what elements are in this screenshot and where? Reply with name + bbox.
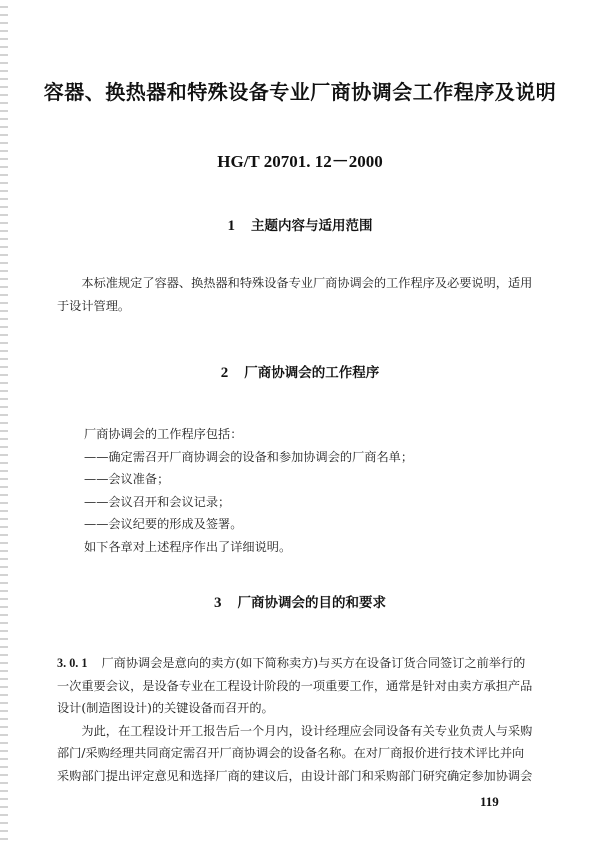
section-number: 2 <box>220 365 229 381</box>
scan-edge-artifact <box>0 0 8 843</box>
text-line: 于设计管理。 <box>57 298 131 313</box>
section-number: 3 <box>214 595 222 611</box>
section-1-paragraph <box>57 272 573 317</box>
section-title: 主题内容与适用范围 <box>251 218 373 234</box>
section-title: 厂商协调会的目的和要求 <box>237 595 386 611</box>
text-line: 部门/采购经理共同商定需召开厂商协调会的设备名称。在对厂商报价进行技术评比并向 <box>57 746 525 760</box>
section-number: 1 <box>227 218 235 234</box>
list-closing: 如下各章对上述程序作出了详细说明。 <box>84 539 292 554</box>
clause-number: 3. 0. 1 <box>57 656 88 670</box>
text-line: 一次重要会议，是设备专业在工程设计阶段的一项重要工作，通常是针对由卖方承担产品 <box>57 678 533 693</box>
section-2-body <box>57 423 573 558</box>
text-line: 为此，在工程设计开工报告后一个月内，设计经理应会同设备有关专业负责人与采购 <box>81 723 533 738</box>
text-line <box>57 652 573 675</box>
clause-text: 厂商协调会是意向的卖方(如下简称卖方)与买方在设备订货合同签订之前举行的 <box>101 656 526 670</box>
list-item: ——会议纪要的形成及签署。 <box>84 517 243 531</box>
document-title: 容器、换热器和特殊设备专业厂商协调会工作程序及说明 <box>43 80 557 104</box>
text-line: 设计(制造图设计)的关键设备而召开的。 <box>57 701 274 715</box>
section-3-heading <box>0 591 600 612</box>
list-item: ——会议召开和会议记录； <box>84 494 231 509</box>
text-line: 本标准规定了容器、换热器和特殊设备专业厂商协调会的工作程序及必要说明，适用 <box>81 276 533 290</box>
page-number: 119 <box>480 794 499 809</box>
section-1-heading <box>0 214 600 235</box>
standard-code: HG/T 20701. 12－2000 <box>217 152 383 171</box>
text-line: 采购部门提出评定意见和选择厂商的建议后，由设计部门和采购部门研究确定参加协调会 <box>57 768 533 783</box>
clause-3-0-1 <box>57 652 573 787</box>
section-2-heading <box>0 361 600 382</box>
list-intro: 厂商协调会的工作程序包括： <box>84 427 243 441</box>
section-title: 厂商协调会的工作程序 <box>244 365 380 381</box>
list-item: ——会议准备； <box>84 472 170 486</box>
list-item: ——确定需召开厂商协调会的设备和参加协调会的厂商名单； <box>84 449 414 464</box>
